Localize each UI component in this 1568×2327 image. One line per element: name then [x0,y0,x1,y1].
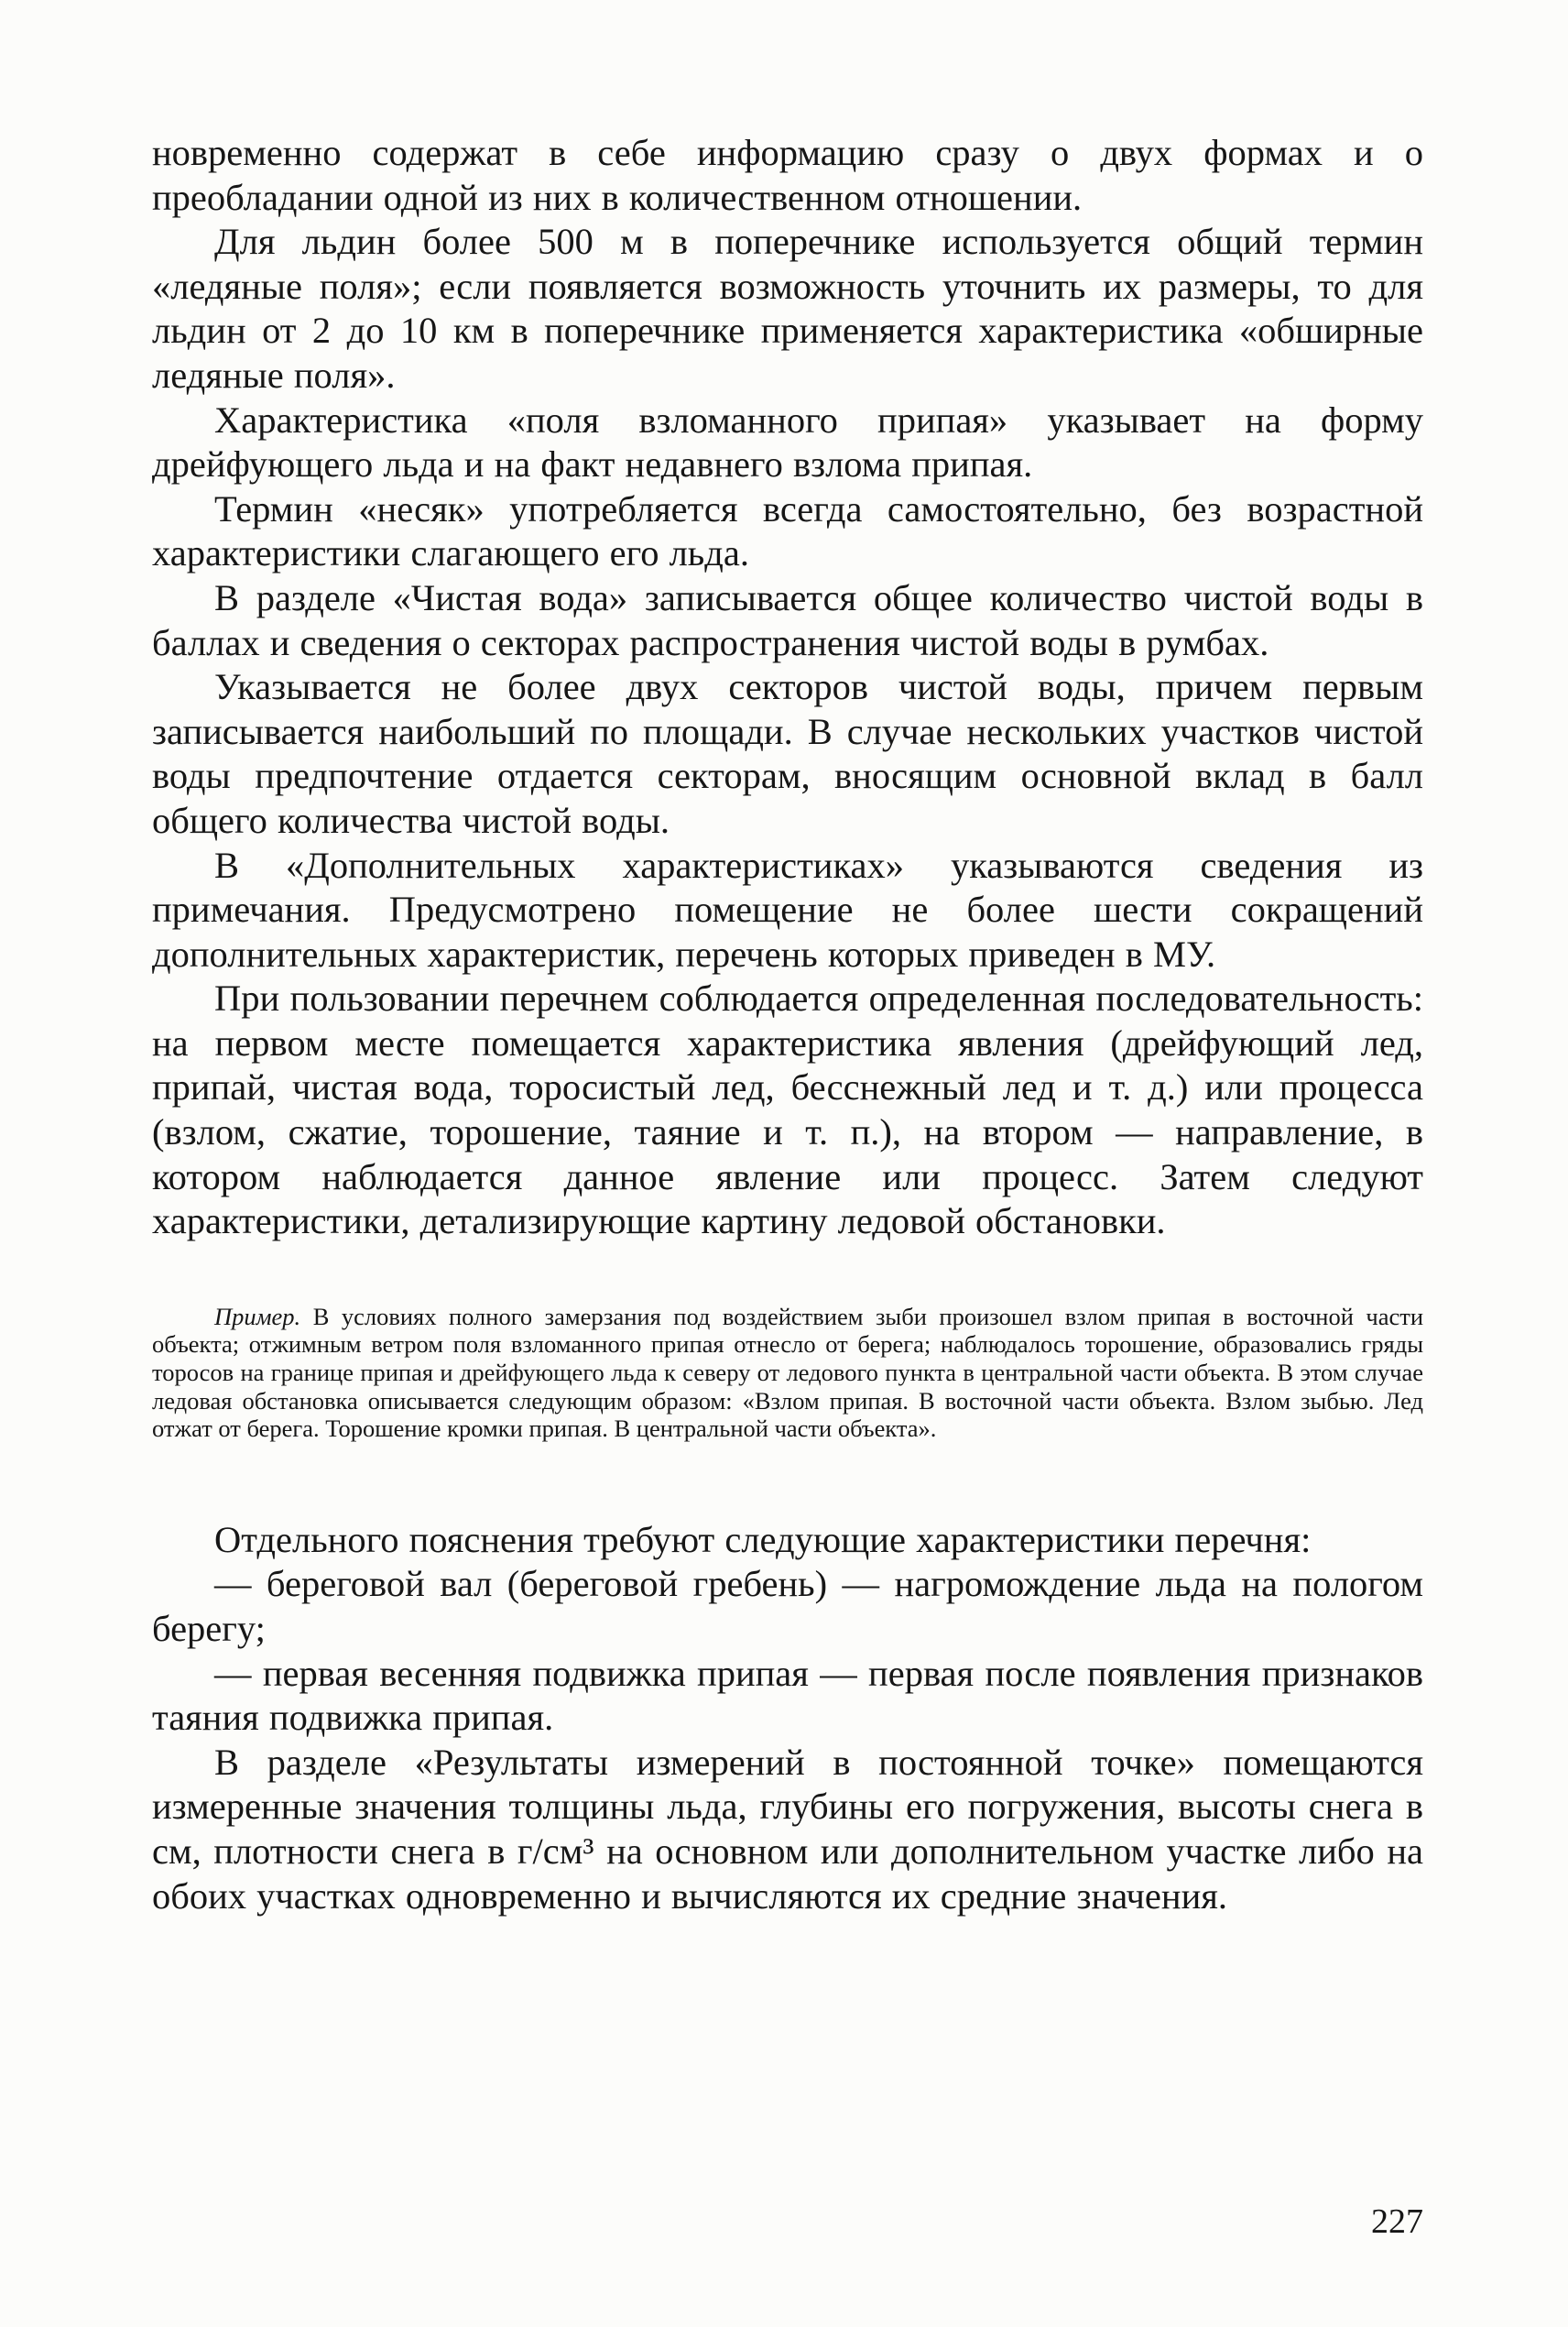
paragraph-nesyak: Термин «несяк» употребляется всегда самостоятельно, без возрастной характеристики слагающего его льда. [152,487,1423,574]
paragraph-additional-characteristics: В «Дополнительных характеристиках» указываются сведения из примечания. Предусмотрено помещение не более шести сокращений дополнительных характеристик, перечень которых приведен в МУ. [152,844,1423,975]
paragraph-measurement-results: В разделе «Результаты измерений в постоянной точке» помещаются измеренные значения толщины льда, глубины его погружения, высоты снега в см, плотности снега в г/см³ на основном или дополнительном участке либо на обоих участках одновременно и вычисляются их средние значения. [152,1741,1423,1917]
page-number: 227 [1371,2202,1423,2241]
example-body: В условиях полного замерзания под воздействием зыби произошел взлом припая в восточной части объекта; отжимным ветром поля взломанного припая отнесло от берега; наблюдалось торошение, образовались гряды торосов на границе припая и дрейфующего льда к северу от ледового пункта в центральной части объекта. В этом случае ледовая обстановка описывается следующим образом: «Взлом припая. В восточной части объекта. Взлом зыбью. Лед отжат от берега. Торошение кромки припая. В центральной части объекта». [152,1302,1423,1443]
paragraph-open-water: В разделе «Чистая вода» записывается общее количество чистой воды в баллах и сведения о секторах распространения чистой воды в румбах. [152,576,1423,663]
example-label: Пример. [214,1302,301,1330]
paragraph-continued: новременно содержат в себе информацию сразу о двух формах и о преобладании одной из них в количественном отношении. [152,132,1423,218]
bottom-section [152,1518,1423,1918]
example-text [152,1303,1423,1443]
paragraph-open-water-sectors: Указывается не более двух секторов чистой воды, причем первым записывается наибольший по площади. В случае нескольких участков чистой воды предпочтение отдается секторам, вносящим основной вклад в балл общего количества чистой воды. [152,666,1423,841]
page-body [152,131,1423,1918]
top-section [152,131,1423,1244]
paragraph-shore-ridge: — береговой вал (береговой гребень) — нагромождение льда на пологом берегу; [152,1563,1423,1649]
paragraph-ice-fields: Для льдин более 500 м в поперечнике используется общий термин «ледяные поля»; если появляется возможность уточнить их размеры, то для льдин от 2 до 10 км в поперечнике применяется характеристика «обширные ледяные поля». [152,221,1423,396]
paragraph-list-order: При пользовании перечнем соблюдается определенная последовательность: на первом месте помещается характеристика явления (дрейфующий лед, припай, чистая вода, торосистый лед, бесснежный лед и т. д.) или процесса (взлом, сжатие, торошение, таяние и т. п.), на втором — направление, в котором наблюдается данное явление или процесс. Затем следуют характеристики, детализирующие картину ледовой обстановки. [152,978,1423,1242]
paragraph-explanations-intro: Отдельного пояснения требуют следующие характеристики перечня: [214,1518,1312,1560]
paragraph-first-spring-movement: — первая весенняя подвижка припая — первая после появления признаков таяния подвижка припая. [152,1652,1423,1739]
paragraph-broken-fast-ice: Характеристика «поля взломанного припая» указывает на форму дрейфующего льда и на факт недавнего взлома припая. [152,399,1423,486]
example-note [152,1303,1423,1443]
